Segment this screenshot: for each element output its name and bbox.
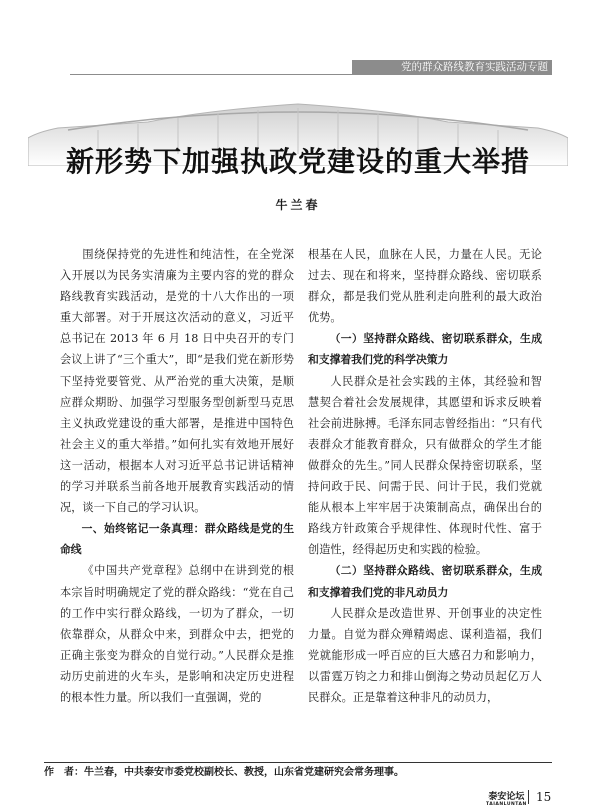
right-column — [308, 244, 542, 708]
section-heading: （二）坚持群众路线、密切联系群众，生成和支撑着我们党的非凡动员力 — [308, 564, 542, 599]
section-banner: 党的群众路线教育实践活动专题 — [352, 60, 552, 75]
author-footnote: 作 者：牛兰春，中共泰安市委党校副校长、教授，山东省党建研究会常务理事。 — [44, 767, 404, 778]
journal-logo — [486, 792, 527, 808]
article-author: 牛兰春 — [275, 198, 321, 212]
paragraph: 围绕保持党的先进性和纯洁性，在全党深入开展以为民务实清廉为主要内容的党的群众路线教育实践活动，是党的十八大作出的一项重大部署。对于开展这次活动的意义，习近平总书记在 2013 年 6 月 18 日中央召开的专门会议上讲了“三个重大”，即“是我们党在新形势下坚持党要管党、从严治党的重大决策，是顺应群众期盼、加强学习型服务型创新型马克思主义执政党建设的重大部署，是推进中国特色社会主义的重大举措。”如何扎实有效地开展好这一活动，根据本人对习近平总书记讲话精神的学习并联系当前各地开展教育实践活动的情况，谈一下自己的学习认识。 — [60, 248, 294, 515]
journal-name: 泰安论坛 — [488, 792, 525, 802]
page-number: 15 — [536, 790, 552, 804]
footnote-rule — [44, 762, 552, 763]
section-heading: 一、始终铭记一条真理：群众路线是党的生命线 — [60, 522, 294, 557]
page-separator — [528, 790, 529, 804]
left-column — [60, 244, 294, 708]
header-rule — [70, 74, 552, 75]
paragraph: 人民群众是改造世界、开创事业的决定性力量。自觉为群众殚精竭虑、谋利造福，我们党就能形成一呼百应的巨大感召力和影响力，以雷霆万钧之力和排山倒海之势动员起亿万人民群众。正是靠着这种非凡的动员力， — [308, 606, 542, 704]
paragraph: 根基在人民，血脉在人民，力量在人民。无论过去、现在和将来，坚持群众路线、密切联系群众，都是我们党从胜利走向胜利的最大政治优势。 — [308, 248, 542, 325]
paragraph: 《中国共产党章程》总纲中在讲到党的根本宗旨时明确规定了党的群众路线：“党在自己的工作中实行群众路线，一切为了群众，一切依靠群众，从群众中来，到群众中去，把党的正确主张变为群众的自觉行动。”人民群众是推动历史前进的火车头，是影响和决定历史进程的根本性力量。所以我们一直强调，党的 — [60, 564, 294, 704]
journal-name-latin: TAIANLUNTAN — [486, 802, 527, 807]
paragraph: 人民群众是社会实践的主体，其经验和智慧契合着社会发展规律，其愿望和诉求反映着社会前进脉搏。毛泽东同志曾经指出：“只有代表群众才能教育群众，只有做群众的学生才能做群众的先生。”同人民群众保持密切联系，坚持问政于民、问需于民、问计于民，我们党就能从根本上牢牢居于决策制高点，确保出台的路线方针政策合乎规律性、体现时代性、富于创造性，经得起历史和实践的检验。 — [308, 374, 542, 557]
article-title: 新形势下加强执政党建设的重大举措 — [65, 145, 530, 178]
section-heading: （一）坚持群众路线、密切联系群众，生成和支撑着我们党的科学决策力 — [308, 332, 542, 367]
